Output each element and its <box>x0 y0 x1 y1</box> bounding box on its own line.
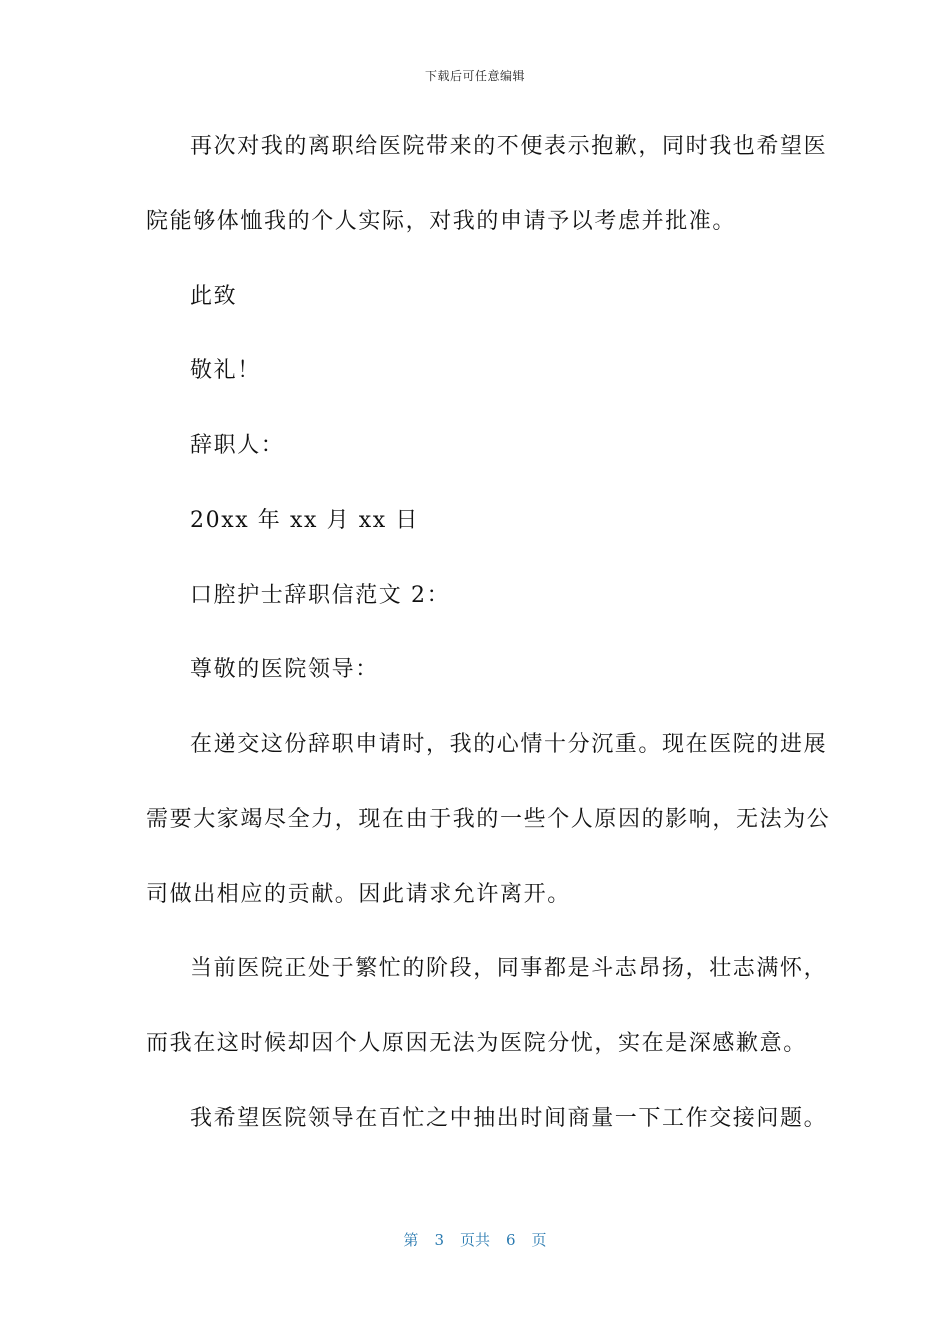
body-line: 再次对我的离职给医院带来的不便表示抱歉，同时我也希望医 <box>190 134 828 159</box>
body-line: 而我在这时候却因个人原因无法为医院分忧，实在是深感歉意。 <box>146 1031 807 1056</box>
footer-page-prefix: 第 <box>403 1231 419 1249</box>
body-line: 院能够体恤我的个人实际，对我的申请予以考虑并批准。 <box>146 209 737 234</box>
date-line: 20xx 年 xx 月 xx 日 <box>190 508 420 533</box>
section-heading: 口腔护士辞职信范文 2： <box>190 583 451 608</box>
body-line: 在递交这份辞职申请时，我的心情十分沉重。现在医院的进展 <box>190 732 828 757</box>
header-note: 下载后可任意编辑 <box>424 69 525 83</box>
body-line: 我希望医院领导在百忙之中抽出时间商量一下工作交接问题。 <box>190 1106 828 1131</box>
signature-label: 辞职人： <box>190 433 285 458</box>
body-line: 当前医院正处于繁忙的阶段，同事都是斗志昂扬，壮志满怀， <box>190 956 828 981</box>
footer-current-page: 3 <box>434 1231 444 1249</box>
closing-salutation: 此致 <box>190 284 238 309</box>
page-footer <box>0 1229 950 1250</box>
greeting-line: 尊敬的医院领导： <box>190 657 379 682</box>
footer-total-pages: 6 <box>506 1231 516 1249</box>
footer-page-mid: 页共 <box>459 1231 490 1249</box>
closing-regards: 敬礼！ <box>190 358 261 383</box>
body-line: 需要大家竭尽全力，现在由于我的一些个人原因的影响，无法为公 <box>146 807 831 832</box>
footer-page-suffix: 页 <box>531 1231 547 1249</box>
body-line: 司做出相应的贡献。因此请求允许离开。 <box>146 882 571 907</box>
